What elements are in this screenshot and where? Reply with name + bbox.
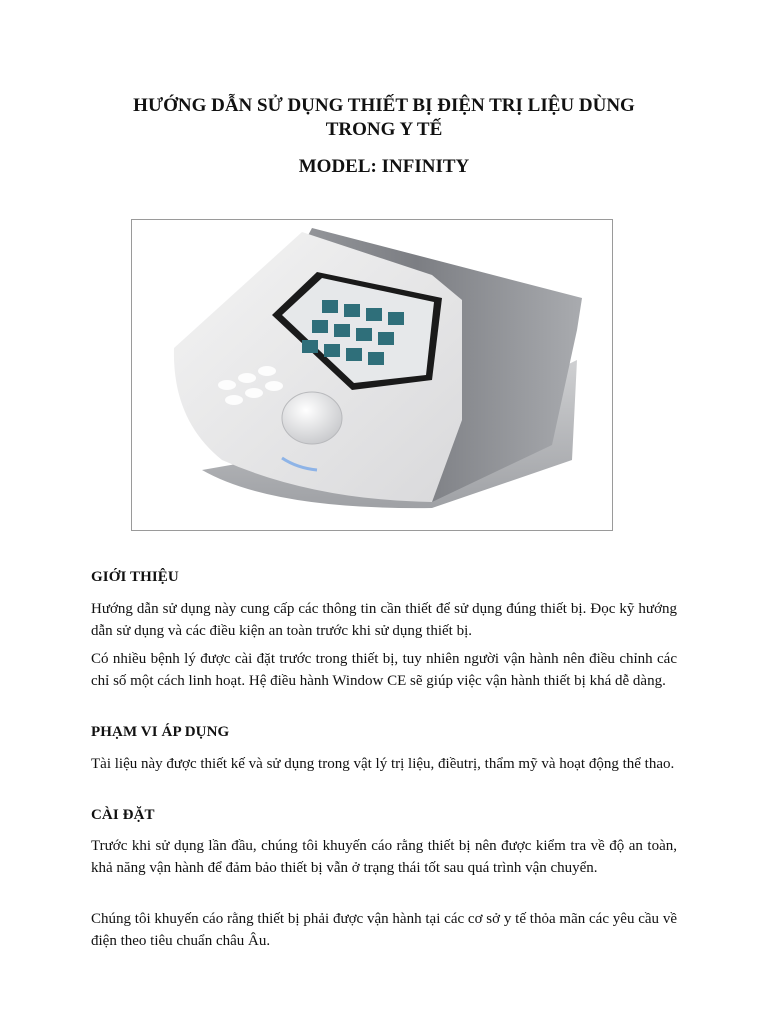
- screen-app-icon: [334, 324, 350, 337]
- document-title-line1: HƯỚNG DẪN SỬ DỤNG THIẾT BỊ ĐIỆN TRỊ LIỆU DÙNG: [133, 95, 635, 116]
- screen-app-icon: [356, 328, 372, 341]
- screen-app-icon: [378, 332, 394, 345]
- screen-app-icon: [368, 352, 384, 365]
- device-photo: [131, 219, 613, 531]
- device-button: [225, 395, 243, 405]
- section-heading-install: CÀI ĐẶT: [91, 807, 155, 823]
- section-heading-scope: PHẠM VI ÁP DỤNG: [91, 724, 230, 740]
- screen-app-icon: [388, 312, 404, 325]
- device-button: [238, 373, 256, 383]
- intro-paragraph-2: Có nhiều bệnh lý được cài đặt trước trong thiết bị, tuy nhiên người vận hành nên điều chỉnh các chỉ số một cách linh hoạt. Hệ điều hành Window CE sẽ giúp việc vận hành thiết bị khá dễ dàng.: [91, 651, 677, 689]
- device-button: [265, 381, 283, 391]
- screen-app-icon: [366, 308, 382, 321]
- scope-paragraph: Tài liệu này được thiết kế và sử dụng trong vật lý trị liệu, điềutrị, thẩm mỹ và hoạt động thể thao.: [91, 756, 675, 772]
- screen-app-icon: [346, 348, 362, 361]
- document-title-line2: TRONG Y TẾ: [325, 119, 443, 140]
- device-button: [258, 366, 276, 376]
- device-illustration: [132, 220, 612, 530]
- section-heading-intro: GIỚI THIỆU: [91, 569, 179, 585]
- device-button: [218, 380, 236, 390]
- device-button: [245, 388, 263, 398]
- screen-app-icon: [312, 320, 328, 333]
- screen-app-icon: [322, 300, 338, 313]
- screen-app-icon: [302, 340, 318, 353]
- install-paragraph-2: Chúng tôi khuyến cáo rằng thiết bị phải được vận hành tại các cơ sở y tế thỏa mãn các yêu cầu về điện theo tiêu chuẩn châu Âu.: [91, 911, 677, 949]
- model-name: MODEL: INFINITY: [298, 156, 470, 177]
- install-paragraph-1: Trước khi sử dụng lần đầu, chúng tôi khuyến cáo rằng thiết bị nên được kiểm tra về độ an toàn, khả năng vận hành để đảm bảo thiết bị vẫn ở trạng thái tốt sau quá trình vận chuyển.: [91, 838, 677, 876]
- screen-app-icon: [324, 344, 340, 357]
- intro-paragraph-1: Hướng dẫn sử dụng này cung cấp các thông tin cần thiết để sử dụng đúng thiết bị. Đọc kỹ hướng dẫn sử dụng và các điều kiện an toàn trước khi sử dụng thiết bị.: [91, 601, 677, 639]
- control-knob: [282, 392, 342, 444]
- screen-app-icon: [344, 304, 360, 317]
